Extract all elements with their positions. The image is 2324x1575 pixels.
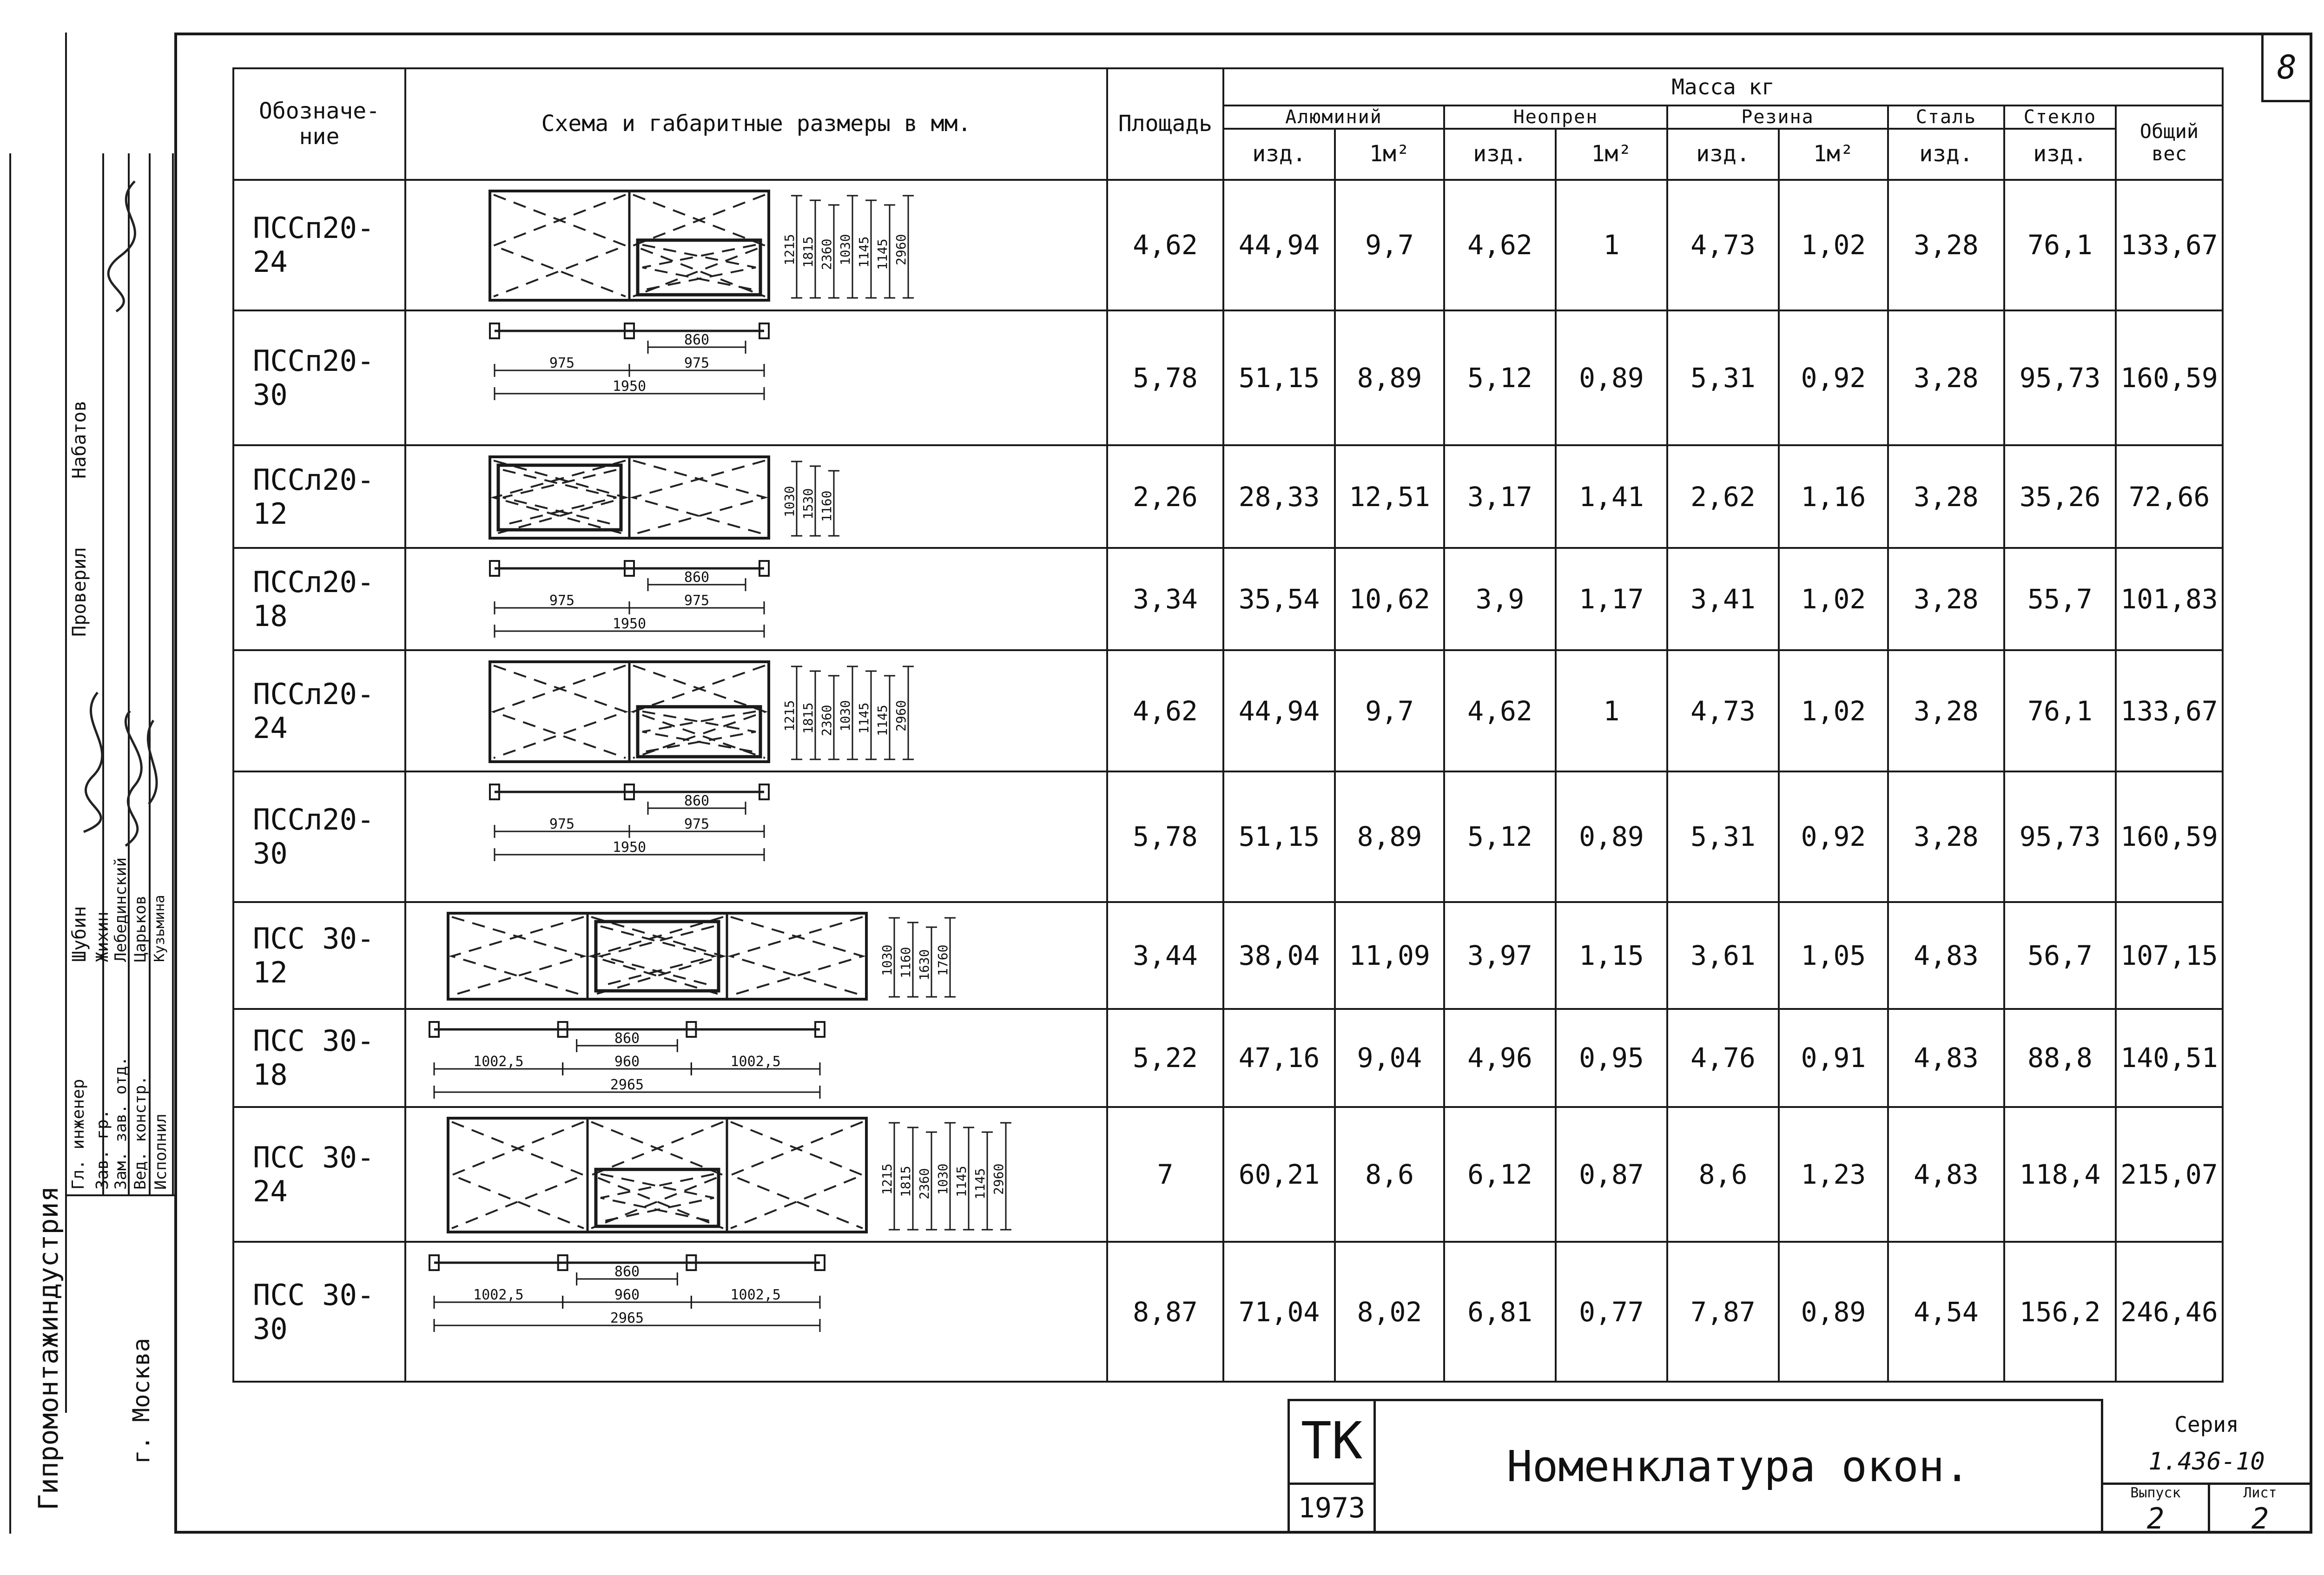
dimension-label: 860 <box>684 569 710 586</box>
window-scheme-drawing <box>406 1011 1103 1105</box>
neoprene-item-value: 5,12 <box>1444 310 1556 446</box>
aluminium-item-value: 47,16 <box>1223 1009 1335 1107</box>
series-number: 1.436-10 <box>2148 1448 2265 1476</box>
window-designation: ПССл20-24 <box>233 650 405 771</box>
aluminium-m2-value: 10,62 <box>1335 548 1444 651</box>
dimension-label: 975 <box>549 816 575 833</box>
window-designation: ПССл20-12 <box>233 445 405 548</box>
total-weight-value: 101,83 <box>2116 548 2223 651</box>
dimension-label: 1530 <box>800 488 816 520</box>
window-scheme <box>405 445 1107 548</box>
aluminium-m2-value: 11,09 <box>1335 902 1444 1009</box>
stamp-person: Кузьмина <box>152 895 168 962</box>
dimension-label: 975 <box>684 355 710 371</box>
steel-item-value: 3,28 <box>1888 445 2004 548</box>
dimension-label: 960 <box>614 1054 640 1070</box>
rubber-m2-value: 1,02 <box>1779 650 1888 771</box>
stamp-role: Зам. зав. отд. <box>112 1056 130 1190</box>
glass-item-value: 95,73 <box>2004 310 2116 446</box>
checked-label: Проверил <box>69 547 90 637</box>
dimension-label: 1002,5 <box>473 1054 524 1070</box>
dimension-label: 975 <box>549 593 575 609</box>
dimension-label: 1950 <box>612 839 647 856</box>
header-sub: 1м² <box>1779 129 1888 180</box>
dimension-label: 2360 <box>917 1168 932 1199</box>
table-row <box>233 180 2223 310</box>
sheet-number-value: 2 <box>2251 1502 2269 1535</box>
aluminium-m2-value: 9,7 <box>1335 650 1444 771</box>
dimension-label: 1950 <box>612 378 647 395</box>
stamp-person: Лебединский <box>112 857 130 962</box>
glass-item-value: 76,1 <box>2004 180 2116 310</box>
series-label: Серия <box>2174 1412 2239 1437</box>
stamp-person: Шубин <box>69 906 90 962</box>
dimension-label: 2360 <box>819 238 834 270</box>
dimension-label: 1030 <box>935 1163 951 1195</box>
table-row <box>233 902 2223 1009</box>
aluminium-m2-value: 8,89 <box>1335 771 1444 902</box>
window-scheme-drawing <box>406 312 1103 443</box>
header-sub: изд. <box>1444 129 1556 180</box>
city-name: г. Москва <box>128 1338 155 1464</box>
dimension-label: 1145 <box>856 236 872 268</box>
area-value: 7 <box>1107 1107 1223 1242</box>
sheet-number-box <box>2261 33 2312 102</box>
window-scheme <box>405 1107 1107 1242</box>
dimension-label: 860 <box>684 793 710 810</box>
total-weight-value: 107,15 <box>2116 902 2223 1009</box>
rubber-item-value: 4,76 <box>1667 1009 1779 1107</box>
rubber-item-value: 4,73 <box>1667 180 1779 310</box>
stamp-role: Исполнил <box>152 1114 170 1190</box>
table-row <box>233 310 2223 446</box>
dimension-label: 2965 <box>610 1310 644 1326</box>
dimension-label: 1815 <box>800 702 816 734</box>
stamp-person: Царьков <box>131 895 150 962</box>
table-row <box>233 1107 2223 1242</box>
aluminium-item-value: 28,33 <box>1223 445 1335 548</box>
window-scheme <box>405 902 1107 1009</box>
window-scheme <box>405 1242 1107 1382</box>
area-value: 4,62 <box>1107 650 1223 771</box>
window-designation: ПССп20-30 <box>233 310 405 446</box>
window-scheme-drawing <box>406 550 1103 648</box>
header-designation: Обозначе- ние <box>233 68 405 180</box>
dimension-label: 1145 <box>954 1166 969 1197</box>
rubber-m2-value: 1,05 <box>1779 902 1888 1009</box>
rubber-item-value: 4,73 <box>1667 650 1779 771</box>
title-block <box>1287 1399 2312 1534</box>
window-scheme-drawing <box>406 652 1103 770</box>
aluminium-item-value: 38,04 <box>1223 902 1335 1009</box>
rubber-item-value: 3,61 <box>1667 902 1779 1009</box>
rubber-item-value: 2,62 <box>1667 445 1779 548</box>
glass-item-value: 118,4 <box>2004 1107 2116 1242</box>
checked-name: Набатов <box>69 400 90 479</box>
table-row <box>233 771 2223 902</box>
window-designation: ПСС 30-12 <box>233 902 405 1009</box>
aluminium-item-value: 60,21 <box>1223 1107 1335 1242</box>
area-value: 4,62 <box>1107 180 1223 310</box>
stamp-border <box>9 153 11 1534</box>
window-designation: ПССп20-24 <box>233 180 405 310</box>
dimension-label: 1002,5 <box>473 1286 524 1303</box>
dimension-label: 1145 <box>875 238 890 270</box>
total-weight-value: 215,07 <box>2116 1107 2223 1242</box>
rubber-m2-value: 0,92 <box>1779 771 1888 902</box>
steel-item-value: 3,28 <box>1888 310 2004 446</box>
aluminium-item-value: 51,15 <box>1223 310 1335 446</box>
aluminium-m2-value: 9,04 <box>1335 1009 1444 1107</box>
dimension-label: 1002,5 <box>730 1054 781 1070</box>
table-row <box>233 1009 2223 1107</box>
rubber-item-value: 7,87 <box>1667 1242 1779 1382</box>
glass-item-value: 56,7 <box>2004 902 2116 1009</box>
area-value: 3,44 <box>1107 902 1223 1009</box>
aluminium-m2-value: 8,6 <box>1335 1107 1444 1242</box>
rubber-m2-value: 0,92 <box>1779 310 1888 446</box>
window-scheme <box>405 771 1107 902</box>
steel-item-value: 4,83 <box>1888 902 2004 1009</box>
dimension-label: 2960 <box>893 234 909 266</box>
window-designation: ПСС 30-24 <box>233 1107 405 1242</box>
code-text: ТК <box>1301 1411 1363 1470</box>
header-area: Площадь <box>1107 68 1223 180</box>
dimension-label: 860 <box>614 1263 640 1280</box>
sheet-label: Лист <box>2243 1485 2277 1501</box>
dimension-label: 1215 <box>879 1163 895 1195</box>
header-sub: 1м² <box>1556 129 1667 180</box>
neoprene-m2-value: 1,15 <box>1556 902 1667 1009</box>
stamp-role: Вед. констр. <box>131 1075 150 1190</box>
issue-number: 2 <box>2146 1502 2165 1535</box>
glass-item-value: 76,1 <box>2004 650 2116 771</box>
dimension-label: 960 <box>614 1286 640 1303</box>
window-designation: ПСС 30-30 <box>233 1242 405 1382</box>
dimension-label: 1950 <box>612 616 647 633</box>
stamp-divider <box>65 1194 174 1196</box>
total-weight-value: 160,59 <box>2116 310 2223 446</box>
header-scheme: Схема и габаритные размеры в мм. <box>405 68 1107 180</box>
total-weight-value: 72,66 <box>2116 445 2223 548</box>
header-group-rubber: Резина <box>1667 105 1888 129</box>
stamp-role: Гл. инженер <box>69 1079 88 1190</box>
neoprene-item-value: 3,97 <box>1444 902 1556 1009</box>
header-total-weight: Общий вес <box>2116 105 2223 180</box>
glass-item-value: 55,7 <box>2004 548 2116 651</box>
dimension-label: 975 <box>684 816 710 833</box>
dimension-label: 2960 <box>991 1163 1006 1195</box>
aluminium-item-value: 51,15 <box>1223 771 1335 902</box>
header-mass: Масса кг <box>1223 68 2223 105</box>
steel-item-value: 3,28 <box>1888 771 2004 902</box>
dimension-label: 1760 <box>935 944 951 976</box>
glass-item-value: 88,8 <box>2004 1009 2116 1107</box>
header-sub: изд. <box>1223 129 1335 180</box>
signatures <box>65 172 174 962</box>
dimension-label: 860 <box>684 331 710 348</box>
table-row <box>233 445 2223 548</box>
header-group-steel: Сталь <box>1888 105 2004 129</box>
aluminium-m2-value: 12,51 <box>1335 445 1444 548</box>
issue-label: Выпуск <box>2130 1485 2181 1501</box>
header-sub: изд. <box>2004 129 2116 180</box>
dimension-label: 1815 <box>898 1166 913 1197</box>
rubber-m2-value: 1,02 <box>1779 180 1888 310</box>
neoprene-m2-value: 0,89 <box>1556 771 1667 902</box>
aluminium-m2-value: 9,7 <box>1335 180 1444 310</box>
total-weight-value: 133,67 <box>2116 180 2223 310</box>
rubber-item-value: 3,41 <box>1667 548 1779 651</box>
window-scheme-drawing <box>406 1244 1103 1380</box>
dimension-label: 1630 <box>917 949 932 981</box>
area-value: 3,34 <box>1107 548 1223 651</box>
glass-item-value: 156,2 <box>2004 1242 2116 1382</box>
area-value: 5,78 <box>1107 771 1223 902</box>
dimension-label: 1030 <box>879 944 895 976</box>
window-designation: ПССл20-30 <box>233 771 405 902</box>
rubber-m2-value: 1,16 <box>1779 445 1888 548</box>
area-value: 2,26 <box>1107 445 1223 548</box>
stamp-person: Жихин <box>93 911 112 962</box>
window-scheme <box>405 1009 1107 1107</box>
neoprene-item-value: 4,62 <box>1444 180 1556 310</box>
rubber-item-value: 5,31 <box>1667 310 1779 446</box>
dimension-label: 1002,5 <box>730 1286 781 1303</box>
dimension-label: 1145 <box>856 702 872 734</box>
total-weight-value: 246,46 <box>2116 1242 2223 1382</box>
dimension-label: 860 <box>614 1030 640 1047</box>
neoprene-item-value: 5,12 <box>1444 771 1556 902</box>
window-scheme <box>405 310 1107 446</box>
neoprene-m2-value: 0,77 <box>1556 1242 1667 1382</box>
header-sub: изд. <box>1888 129 2004 180</box>
neoprene-m2-value: 1,17 <box>1556 548 1667 651</box>
aluminium-m2-value: 8,02 <box>1335 1242 1444 1382</box>
aluminium-item-value: 71,04 <box>1223 1242 1335 1382</box>
neoprene-m2-value: 1 <box>1556 180 1667 310</box>
neoprene-m2-value: 0,87 <box>1556 1107 1667 1242</box>
total-weight-value: 140,51 <box>2116 1009 2223 1107</box>
table-row <box>233 1242 2223 1382</box>
dimension-label: 1145 <box>972 1168 988 1199</box>
neoprene-m2-value: 1 <box>1556 650 1667 771</box>
aluminium-item-value: 44,94 <box>1223 180 1335 310</box>
table-row <box>233 548 2223 651</box>
window-scheme-drawing <box>406 904 1103 1007</box>
window-scheme <box>405 548 1107 651</box>
table-body <box>233 180 2223 1382</box>
window-scheme-drawing <box>406 182 1103 308</box>
neoprene-item-value: 3,9 <box>1444 548 1556 651</box>
dimension-label: 975 <box>684 593 710 609</box>
dimension-label: 1030 <box>838 700 853 731</box>
dimension-label: 1215 <box>782 700 797 731</box>
dimension-label: 1160 <box>819 490 834 522</box>
dimension-label: 1030 <box>782 486 797 517</box>
stamp-role: Зав. гр. <box>93 1109 112 1190</box>
window-scheme-drawing <box>406 448 1103 546</box>
dimension-label: 1160 <box>898 947 913 978</box>
window-scheme-drawing <box>406 773 1103 900</box>
aluminium-item-value: 35,54 <box>1223 548 1335 651</box>
rubber-m2-value: 0,91 <box>1779 1009 1888 1107</box>
rubber-m2-value: 1,02 <box>1779 548 1888 651</box>
neoprene-m2-value: 0,89 <box>1556 310 1667 446</box>
steel-item-value: 3,28 <box>1888 180 2004 310</box>
steel-item-value: 4,83 <box>1888 1009 2004 1107</box>
aluminium-m2-value: 8,89 <box>1335 310 1444 446</box>
table-row <box>233 650 2223 771</box>
organization-name: Гипромонтажиндустрия <box>33 1186 64 1510</box>
window-designation: ПССл20-18 <box>233 548 405 651</box>
steel-item-value: 4,83 <box>1888 1107 2004 1242</box>
dimension-label: 975 <box>549 355 575 371</box>
total-weight-value: 160,59 <box>2116 771 2223 902</box>
dimension-label: 2960 <box>893 700 909 731</box>
steel-item-value: 4,54 <box>1888 1242 2004 1382</box>
rubber-item-value: 5,31 <box>1667 771 1779 902</box>
steel-item-value: 3,28 <box>1888 548 2004 651</box>
header-group-aluminium: Алюминий <box>1223 105 1444 129</box>
rubber-m2-value: 0,89 <box>1779 1242 1888 1382</box>
neoprene-item-value: 6,81 <box>1444 1242 1556 1382</box>
left-stamp <box>9 33 174 1534</box>
header-sub: изд. <box>1667 129 1779 180</box>
nomenclature-table <box>232 67 2224 1383</box>
aluminium-item-value: 44,94 <box>1223 650 1335 771</box>
area-value: 5,22 <box>1107 1009 1223 1107</box>
dimension-label: 1145 <box>875 705 890 736</box>
window-scheme <box>405 650 1107 771</box>
area-value: 8,87 <box>1107 1242 1223 1382</box>
window-scheme-drawing <box>406 1109 1103 1240</box>
glass-item-value: 35,26 <box>2004 445 2116 548</box>
neoprene-item-value: 3,17 <box>1444 445 1556 548</box>
dimension-label: 2360 <box>819 705 834 736</box>
rubber-item-value: 8,6 <box>1667 1107 1779 1242</box>
steel-item-value: 3,28 <box>1888 650 2004 771</box>
header-group-glass: Стекло <box>2004 105 2116 129</box>
neoprene-m2-value: 0,95 <box>1556 1009 1667 1107</box>
dimension-label: 2965 <box>610 1077 644 1094</box>
neoprene-m2-value: 1,41 <box>1556 445 1667 548</box>
window-scheme <box>405 180 1107 310</box>
dimension-label: 1215 <box>782 234 797 266</box>
dimension-label: 1030 <box>838 234 853 266</box>
sheet-number: 8 <box>2277 48 2297 86</box>
glass-item-value: 95,73 <box>2004 771 2116 902</box>
rubber-m2-value: 1,23 <box>1779 1107 1888 1242</box>
neoprene-item-value: 4,96 <box>1444 1009 1556 1107</box>
area-value: 5,78 <box>1107 310 1223 446</box>
window-designation: ПСС 30-18 <box>233 1009 405 1107</box>
total-weight-value: 133,67 <box>2116 650 2223 771</box>
header-group-neoprene: Неопрен <box>1444 105 1667 129</box>
document-title: Номенклатура окон. <box>1506 1441 1970 1491</box>
neoprene-item-value: 4,62 <box>1444 650 1556 771</box>
year-text: 1973 <box>1298 1492 1366 1524</box>
dimension-label: 1815 <box>800 236 816 268</box>
neoprene-item-value: 6,12 <box>1444 1107 1556 1242</box>
header-sub: 1м² <box>1335 129 1444 180</box>
